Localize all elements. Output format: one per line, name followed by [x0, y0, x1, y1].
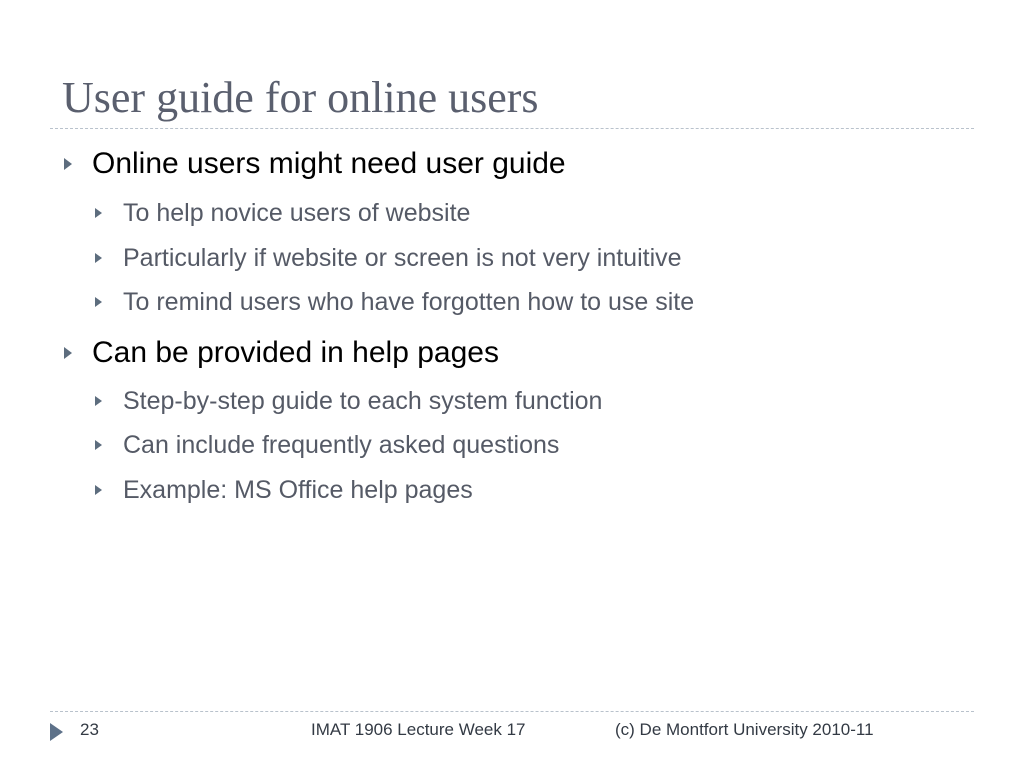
sub-bullet-text: To remind users who have forgotten how to use site	[123, 288, 695, 316]
sub-bullet-text: Can include frequently asked questions	[123, 431, 560, 459]
slide-footer	[0, 716, 1024, 746]
triangle-bullet-icon	[95, 208, 102, 218]
sub-bullet-text: To help novice users of website	[123, 199, 471, 227]
footer-course-label: IMAT 1906 Lecture Week 17	[311, 720, 526, 739]
slide-title: User guide for online users	[62, 73, 539, 122]
triangle-bullet-icon	[95, 485, 102, 495]
footer-triangle-icon	[50, 723, 63, 741]
triangle-bullet-icon	[95, 297, 102, 307]
sub-bullet-text: Particularly if website or screen is not very intuitive	[123, 244, 682, 272]
triangle-bullet-icon	[95, 396, 102, 406]
footer-divider	[50, 711, 974, 712]
triangle-bullet-icon	[95, 253, 102, 263]
bullet-text: Online users might need user guide	[92, 147, 566, 180]
bullet-text: Can be provided in help pages	[92, 336, 499, 369]
triangle-bullet-icon	[64, 347, 72, 359]
footer-copyright: (c) De Montfort University 2010-11	[615, 720, 874, 739]
sub-bullet-text: Example: MS Office help pages	[123, 476, 473, 504]
triangle-bullet-icon	[95, 440, 102, 450]
page-number: 23	[80, 720, 99, 739]
sub-bullet-text: Step-by-step guide to each system function	[123, 387, 603, 415]
triangle-bullet-icon	[64, 158, 72, 170]
